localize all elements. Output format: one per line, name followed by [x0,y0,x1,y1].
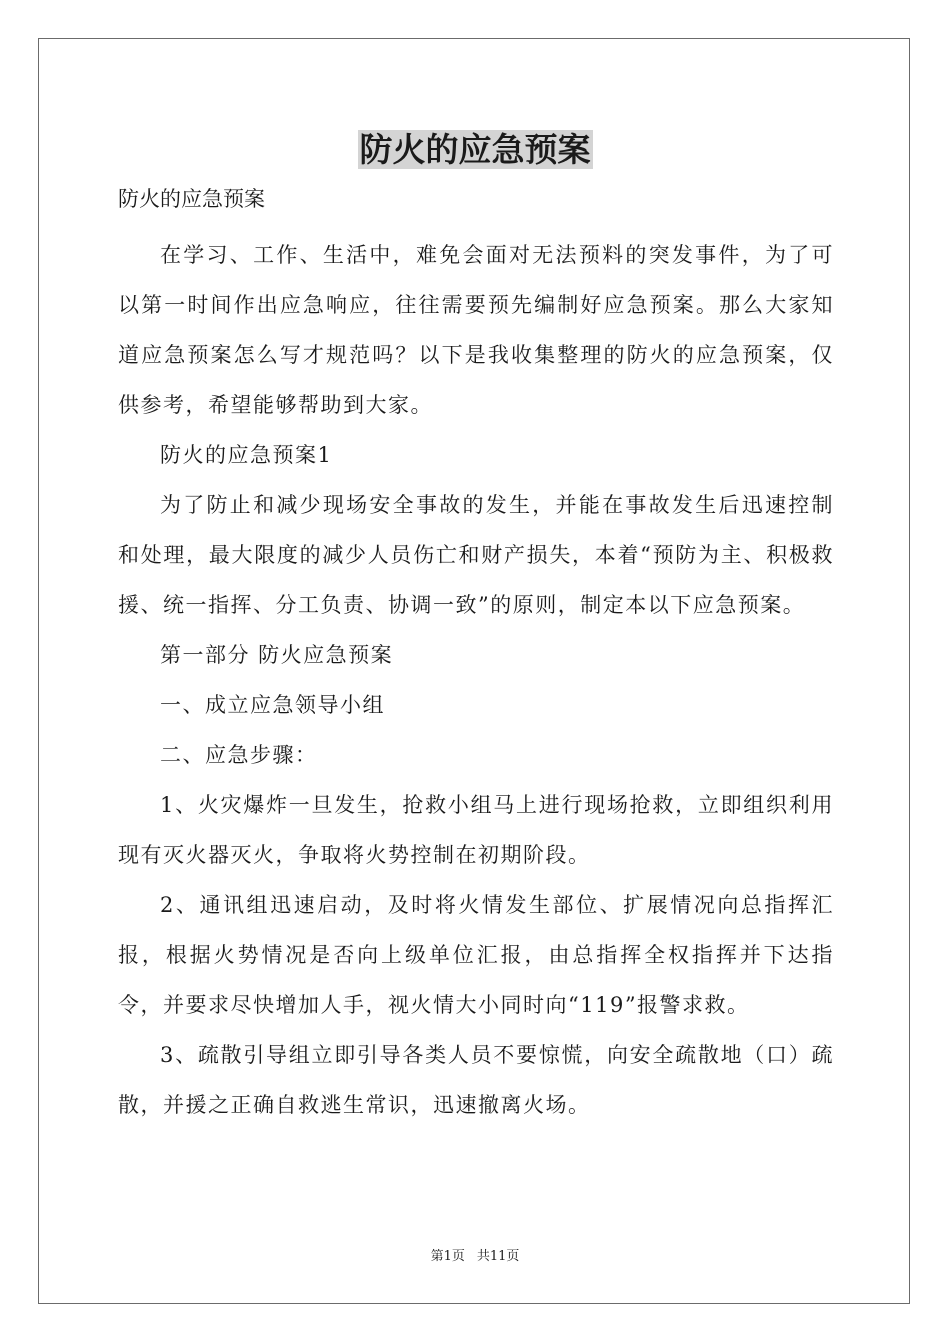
step-3-paragraph: 3、疏散引导组立即引导各类人员不要惊慌，向安全疏散地（口）疏散，并援之正确自救逃生常识，迅速撤离火场。 [118,1043,834,1117]
part-one-heading: 第一部分 防火应急预案 [160,643,394,667]
page-footer [0,1247,950,1267]
section-heading-plan-1: 防火的应急预案1 [160,443,333,467]
page-total: 共11页 [476,1249,520,1264]
step-1-paragraph: 1、火灾爆炸一旦发生，抢救小组马上进行现场抢救，立即组织利用现有灭火器灭火，争取将火势控制在初期阶段。 [118,793,834,867]
step-2-paragraph: 2、通讯组迅速启动，及时将火情发生部位、扩展情况向总指挥汇报，根据火势情况是否向上级单位汇报，由总指挥全权指挥并下达指令，并要求尽快增加人手，视火情大小同时向“119”报警求救。 [118,893,834,1017]
item-heading-leadership-group: 一、成立应急领导小组 [160,693,385,717]
purpose-paragraph: 为了防止和减少现场安全事故的发生，并能在事故发生后迅速控制和处理，最大限度的减少人员伤亡和财产损失，本着“预防为主、积极救援、统一指挥、分工负责、协调一致”的原则，制定本以下应急预案。 [118,493,834,617]
document-body [118,230,834,1130]
page-number: 第1页 [430,1249,465,1264]
intro-paragraph: 在学习、工作、生活中，难免会面对无法预料的突发事件，为了可以第一时间作出应急响应，往往需要预先编制好应急预案。那么大家知道应急预案怎么写才规范吗？以下是我收集整理的防火的应急预案，仅供参考，希望能够帮助到大家。 [118,243,834,417]
item-heading-emergency-steps: 二、应急步骤： [160,743,318,767]
document-title [0,126,950,174]
document-title-text: 防火的应急预案 [359,130,591,169]
document-subtitle: 防火的应急预案 [118,187,265,211]
